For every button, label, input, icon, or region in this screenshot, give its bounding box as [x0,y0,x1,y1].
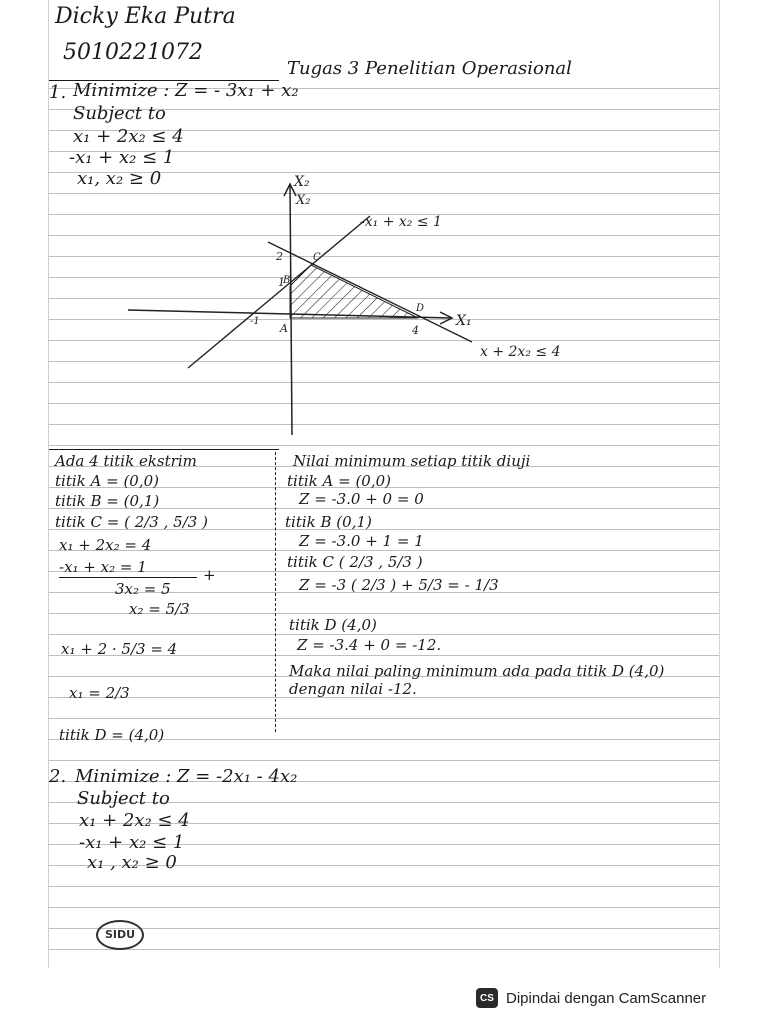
tick-x-4: 4 [412,324,419,337]
point-c-label: C [313,252,321,263]
point-a-label: A [280,322,288,335]
test-z-d: Z = -3.4 + 0 = -12. [297,636,442,654]
y-axis [290,185,292,435]
camscanner-watermark [476,983,754,1013]
problem2-objective: Minimize : Z = -2x₁ - 4x₂ [75,766,298,787]
tick-x-minus1: -1 [250,316,260,327]
test-point-d: titik D (4,0) [289,616,377,634]
minimum-test-heading: Nilai minimum setiap titik diuji [293,452,531,470]
tick-y-2: 2 [276,250,283,263]
plus-sign: + [203,566,216,584]
x2-result: x₂ = 5/3 [129,600,190,618]
problem2-constraint-1: x₁ + 2x₂ ≤ 4 [79,810,190,831]
problem1-objective: Minimize : Z = - 3x₁ + x₂ [73,80,299,101]
sum-rule [59,577,197,578]
sum-result: 3x₂ = 5 [115,580,171,598]
test-point-b: titik B (0,1) [285,513,372,531]
equation-2: -x₁ + x₂ = 1 [59,558,147,576]
x-axis-label: X₁ [456,313,472,329]
point-c-line: titik C = ( 2/3 , 5/3 ) [55,513,208,531]
column-divider [275,452,276,732]
point-d-line: titik D = (4,0) [59,726,165,744]
point-b-label: B [283,275,291,286]
problem2-constraint-2: -x₁ + x₂ ≤ 1 [79,832,185,853]
assignment-title: Tugas 3 Penelitian Operasional [287,58,572,79]
problem1-constraint-3: x₁, x₂ ≥ 0 [77,168,162,189]
sidu-stamp: SIDU [96,920,144,950]
problem1-constraint-2: -x₁ + x₂ ≤ 1 [69,147,175,168]
test-z-b: Z = -3.0 + 1 = 1 [299,532,424,550]
student-id: 5010221072 [63,40,203,65]
point-d-label: D [416,303,425,314]
point-b-line: titik B = (0,1) [55,492,160,510]
substitution-line: x₁ + 2 · 5/3 = 4 [61,640,178,658]
conclusion-line-2: dengan nilai -12. [289,680,417,698]
notebook-page [48,0,720,968]
camscanner-logo-icon: CS [476,988,498,1008]
problem1-number: 1. [49,82,67,103]
x1-result: x₁ = 2/3 [69,684,130,702]
problem2-number: 2. [49,766,67,787]
problem1-constraint-1: x₁ + 2x₂ ≤ 4 [73,126,184,147]
problem2-constraint-3: x₁ , x₂ ≥ 0 [87,852,177,873]
y-axis-label: X₂ [294,174,310,190]
camscanner-text: Dipindai dengan CamScanner [506,989,707,1007]
y-top-label: X₂ [296,193,311,208]
test-z-a: Z = -3.0 + 0 = 0 [299,490,424,508]
feasible-region-graph [120,170,600,440]
solution-top-rule [49,449,279,450]
test-point-a: titik A = (0,0) [287,472,392,490]
problem1-subject-to: Subject to [73,103,166,124]
point-a-line: titik A = (0,0) [55,472,160,490]
student-name: Dicky Eka Putra [55,4,236,29]
test-point-c: titik C ( 2/3 , 5/3 ) [287,553,423,571]
feasible-region [290,265,418,318]
test-z-c: Z = -3 ( 2/3 ) + 5/3 = - 1/3 [299,576,499,594]
line-constraint-2-label: -x₁ + x₂ ≤ 1 [360,214,442,230]
extreme-points-heading: Ada 4 titik ekstrim [55,452,197,470]
conclusion-line-1: Maka nilai paling minimum ada pada titik D (4,0) [289,662,665,680]
problem2-subject-to: Subject to [77,788,170,809]
line-constraint-1-label: x + 2x₂ ≤ 4 [480,344,561,360]
equation-1: x₁ + 2x₂ = 4 [59,536,152,554]
tick-y-1: 1 [278,276,285,289]
